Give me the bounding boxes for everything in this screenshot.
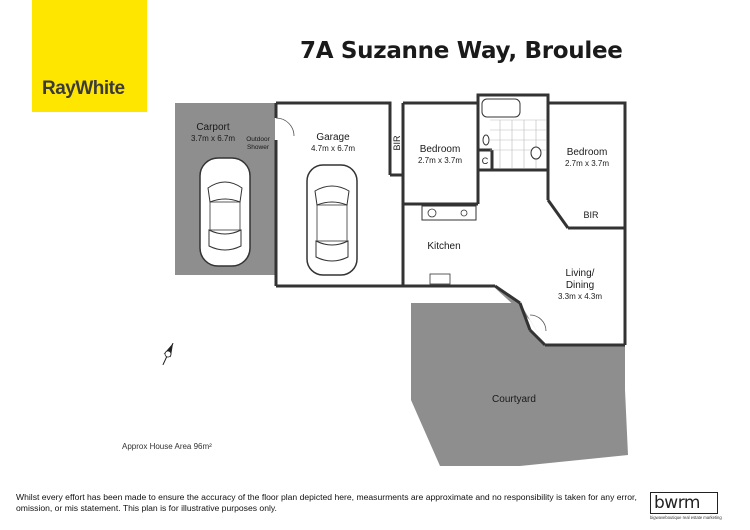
- living-label-1: Living/: [565, 268, 595, 279]
- bathtub-icon: [482, 99, 520, 117]
- kitchen-bench: [422, 206, 476, 220]
- garage-label: Garage: [316, 132, 350, 143]
- bedroom1-dims: 2.7m x 3.7m: [417, 156, 463, 165]
- courtyard-area: [411, 303, 628, 466]
- carport-dims: 3.7m x 6.7m: [190, 134, 236, 143]
- bwrm-logo-text: bwrm: [654, 493, 700, 513]
- garage-dims: 4.7m x 6.7m: [310, 144, 356, 153]
- outdoor-shower-label-2: Shower: [246, 144, 270, 151]
- living-dims: 3.3m x 4.3m: [557, 292, 603, 301]
- bwrm-tagline: bigwaveboutique real estate marketing: [650, 515, 722, 520]
- outdoor-shower-label-1: Outdoor: [246, 136, 270, 143]
- bwrm-logo: [650, 492, 720, 522]
- living-label-2: Dining: [565, 280, 595, 291]
- bathroom-tiles: [490, 120, 546, 168]
- courtyard-label: Courtyard: [492, 394, 536, 405]
- bir-label-1: BIR: [392, 135, 402, 151]
- house-area-note: Approx House Area 96m²: [122, 442, 212, 451]
- bedroom1-label: Bedroom: [419, 144, 461, 155]
- bedroom2-label: Bedroom: [566, 147, 608, 158]
- carport-label: Carport: [196, 122, 230, 133]
- page-title: 7A Suzanne Way, Broulee: [300, 38, 623, 64]
- bedroom2-dims: 2.7m x 3.7m: [564, 159, 610, 168]
- closet-c-label: C: [481, 156, 489, 166]
- bir-label-2: BIR: [583, 210, 599, 220]
- basin-icon: [483, 135, 489, 145]
- kitchen-label: Kitchen: [427, 241, 461, 252]
- door-arc: [530, 315, 546, 331]
- disclaimer: Whilst every effort has been made to ensure the accuracy of the floor plan depicted here, measurments are approximate and no responsibility is taken for any error, omission, or mis statement. This plan is for illustrative purposes only.: [16, 492, 637, 513]
- car-icon: [200, 158, 250, 266]
- north-arrow-icon: [159, 341, 176, 366]
- car-icon: [307, 165, 357, 275]
- logo-text: RayWhite: [42, 78, 125, 99]
- kitchen-bench-lower: [430, 274, 450, 284]
- door-arc: [276, 118, 294, 136]
- toilet-icon: [531, 147, 541, 159]
